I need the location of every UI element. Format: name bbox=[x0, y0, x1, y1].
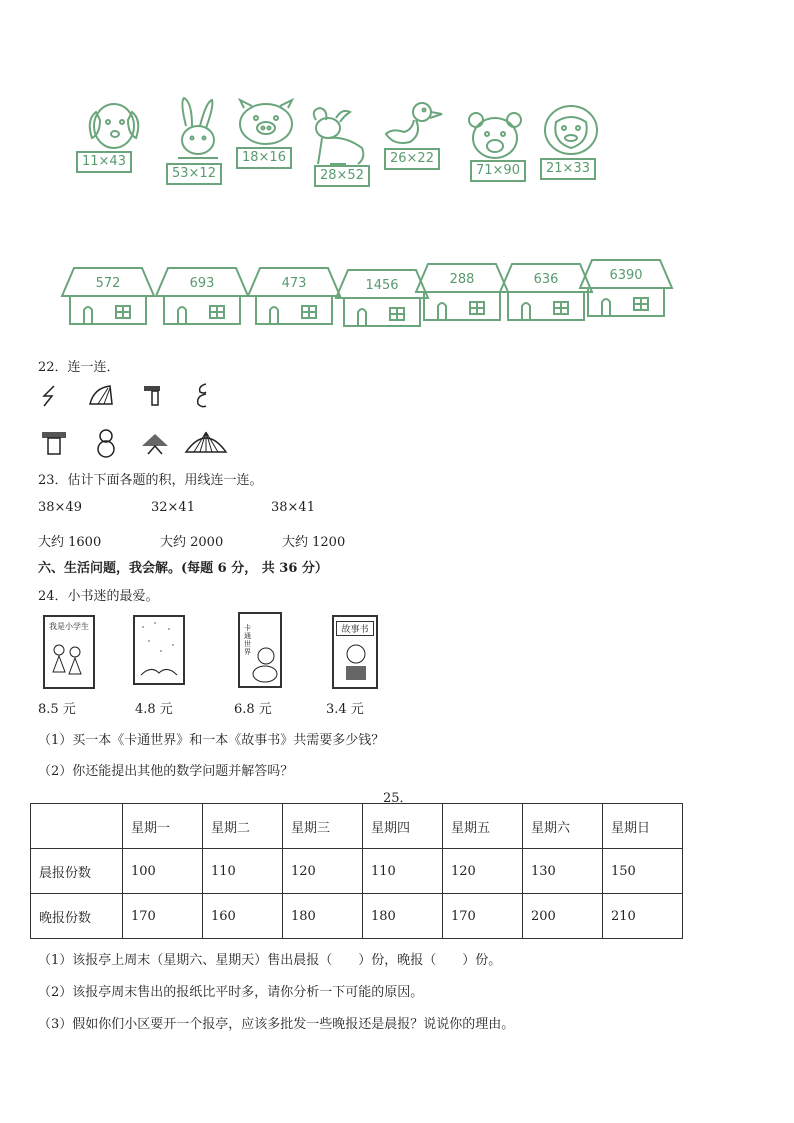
table-cell: 130 bbox=[523, 849, 603, 894]
stool-icon bbox=[40, 430, 68, 456]
house-number: 1456 bbox=[365, 278, 399, 293]
q23-expr: 38×41 bbox=[271, 500, 315, 515]
animal-expr-plate: 53×12 bbox=[166, 163, 222, 185]
table-cell: 100 bbox=[123, 849, 203, 894]
animal-expr-plate: 21×33 bbox=[540, 158, 596, 180]
rabbit-icon bbox=[170, 96, 226, 166]
table-row-label: 晨报份数 bbox=[31, 849, 123, 894]
house bbox=[246, 266, 342, 328]
half-snowman-icon bbox=[194, 382, 214, 410]
cartoon-character-icon bbox=[250, 644, 280, 684]
house-number: 636 bbox=[533, 272, 559, 287]
animal-expr-plate: 26×22 bbox=[384, 148, 440, 170]
house-number: 288 bbox=[449, 272, 475, 287]
animal-expr-plate: 11×43 bbox=[76, 151, 132, 173]
storybook-kid-icon bbox=[334, 636, 376, 686]
q23-estimate: 大约 1200 bbox=[282, 535, 346, 550]
book-cover-title: 我是小学生 bbox=[49, 622, 89, 631]
book-cover bbox=[43, 615, 95, 689]
book-price: 6.8 元 bbox=[234, 702, 272, 717]
table-cell: 120 bbox=[443, 849, 523, 894]
duck-icon bbox=[382, 100, 446, 152]
q23-estimate: 大约 2000 bbox=[160, 535, 224, 550]
table-header-row bbox=[31, 804, 683, 849]
table-header-cell: 星期六 bbox=[523, 804, 603, 849]
bear-illustration bbox=[466, 110, 524, 162]
table-cell: 110 bbox=[203, 849, 283, 894]
table-cell: 180 bbox=[283, 894, 363, 939]
q23-title: 23．估计下面各题的积，用线连一连。 bbox=[38, 473, 263, 488]
section6-title: 六、生活问题，我会解。(每题 6 分， 共 36 分） bbox=[38, 561, 328, 576]
house bbox=[154, 266, 250, 328]
bear-icon bbox=[466, 110, 524, 162]
animal-expr-plate: 18×16 bbox=[236, 147, 292, 169]
table-cell: 110 bbox=[363, 849, 443, 894]
book-cover bbox=[133, 615, 185, 685]
table-cell: 170 bbox=[123, 894, 203, 939]
q23-expr: 38×49 bbox=[38, 500, 82, 515]
half-stool-icon bbox=[142, 384, 164, 408]
table-cell: 120 bbox=[283, 849, 363, 894]
snowman-icon bbox=[94, 428, 118, 458]
q24-sub2: （2）你还能提出其他的数学问题并解答吗？ bbox=[38, 764, 294, 779]
goat-icon bbox=[306, 106, 370, 168]
dog-illustration bbox=[80, 98, 144, 158]
table-row bbox=[31, 849, 683, 894]
house-number: 473 bbox=[281, 276, 307, 291]
table-cell: 170 bbox=[443, 894, 523, 939]
table-cell: 210 bbox=[603, 894, 683, 939]
table-header-cell bbox=[31, 804, 123, 849]
q24-title: 24．小书迷的最爱。 bbox=[38, 589, 159, 604]
cartoon-icon bbox=[135, 617, 183, 683]
q23-estimate: 大约 1600 bbox=[38, 535, 102, 550]
umbrella-icon bbox=[184, 430, 228, 456]
house bbox=[414, 262, 510, 324]
house-number: 572 bbox=[95, 276, 121, 291]
table-cell: 200 bbox=[523, 894, 603, 939]
book-cover-title: 故事书 bbox=[336, 621, 374, 636]
duck-illustration bbox=[382, 100, 446, 152]
pig-icon bbox=[236, 98, 296, 146]
book-cover-title: 卡通世界 bbox=[244, 624, 251, 656]
house bbox=[578, 258, 674, 320]
children-icon bbox=[45, 632, 89, 682]
table-cell: 160 bbox=[203, 894, 283, 939]
animal-expr-plate: 28×52 bbox=[314, 165, 370, 187]
lightning-icon bbox=[140, 432, 170, 456]
table-cell: 150 bbox=[603, 849, 683, 894]
monkey-icon bbox=[538, 102, 604, 158]
house-number: 6390 bbox=[609, 268, 643, 283]
table-row bbox=[31, 894, 683, 939]
q23-expr: 32×41 bbox=[151, 500, 195, 515]
table-header-cell: 星期二 bbox=[203, 804, 283, 849]
book-cover bbox=[332, 615, 378, 689]
house-number: 693 bbox=[189, 276, 215, 291]
newspaper-sales-table bbox=[30, 803, 683, 939]
book-price: 3.4 元 bbox=[326, 702, 364, 717]
book-price: 4.8 元 bbox=[135, 702, 173, 717]
table-header-cell: 星期一 bbox=[123, 804, 203, 849]
goat-illustration bbox=[306, 106, 370, 168]
half-lightning-icon bbox=[40, 384, 62, 408]
book-cover bbox=[238, 612, 282, 688]
table-header-cell: 星期日 bbox=[603, 804, 683, 849]
table-header-cell: 星期四 bbox=[363, 804, 443, 849]
pig-illustration bbox=[236, 98, 296, 146]
dog-icon bbox=[80, 98, 144, 158]
q25-sub2: （2）该报亭周末售出的报纸比平时多，请你分析一下可能的原因。 bbox=[38, 985, 424, 1000]
monkey-illustration bbox=[538, 102, 604, 158]
table-cell: 180 bbox=[363, 894, 443, 939]
rabbit-illustration bbox=[170, 96, 226, 166]
table-row-label: 晚报份数 bbox=[31, 894, 123, 939]
house bbox=[60, 266, 156, 328]
q24-sub1: （1）买一本《卡通世界》和一本《故事书》共需要多少钱？ bbox=[38, 733, 385, 748]
table-header-cell: 星期五 bbox=[443, 804, 523, 849]
half-umbrella-icon bbox=[88, 384, 114, 408]
q22-title: 22．连一连． bbox=[38, 360, 120, 375]
animal-expr-plate: 71×90 bbox=[470, 160, 526, 182]
q25-sub3: （3）假如你们小区要开一个报亭，应该多批发一些晚报还是晨报？说说你的理由。 bbox=[38, 1017, 515, 1032]
q25-sub1: （1）该报亭上周末（星期六、星期天）售出晨报（ ）份，晚报（ ）份。 bbox=[38, 953, 502, 968]
q25-number: 25． bbox=[383, 791, 413, 806]
book-price: 8.5 元 bbox=[38, 702, 76, 717]
table-header-cell: 星期三 bbox=[283, 804, 363, 849]
